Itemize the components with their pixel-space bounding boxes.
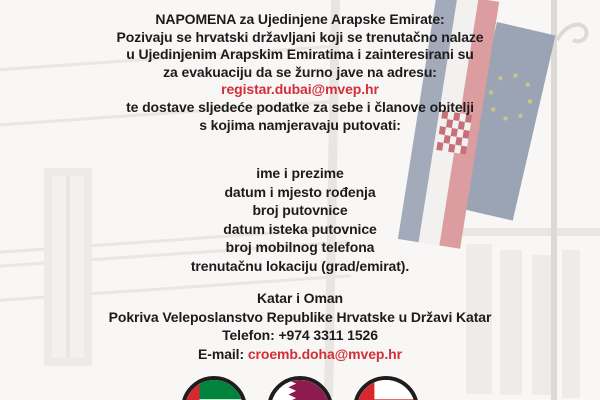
notice-line: s kojima namjeravaju putovati:	[199, 116, 401, 133]
contact-phone-line	[0, 326, 600, 345]
contact-email-line	[0, 345, 600, 364]
notice-line: u Ujedinjenim Arapskim Emiratima i zainteresirani su	[126, 46, 474, 63]
contact-coverage: Pokriva Veleposlanstvo Republike Hrvatske u Državi Katar	[108, 308, 492, 325]
notice-line: Pozivaju se hrvatski državljani koji se trenutačno nalaze	[116, 28, 484, 45]
qatar-flag-icon	[267, 376, 333, 400]
notice-heading: NAPOMENA za Ujedinjene Arapske Emirate:	[155, 11, 445, 27]
phone-number: +974 3311 1526	[278, 327, 378, 344]
qatar-oman-contact-block	[0, 289, 600, 363]
list-item: broj putovnice	[252, 202, 348, 218]
dubai-registration-email[interactable]: registar.dubai@mvep.hr	[221, 81, 379, 98]
email-label: E-mail:	[198, 345, 245, 362]
phone-label: Telefon:	[222, 327, 275, 344]
notice-line: te dostave sljedeće podatke za sebe i članove obitelji	[126, 98, 474, 115]
list-item: trenutačnu lokaciju (grad/emirat).	[190, 257, 410, 274]
uae-flag-icon	[181, 376, 247, 400]
uae-notice-block	[0, 11, 600, 134]
country-flags-row	[0, 376, 600, 400]
list-item: ime i prezime	[256, 165, 344, 181]
oman-flag-icon	[353, 376, 419, 400]
list-item: datum isteka putovnice	[223, 220, 377, 237]
contact-region: Katar i Oman	[257, 290, 343, 306]
required-data-list	[0, 164, 600, 275]
doha-embassy-email[interactable]: croemb.doha@mvep.hr	[247, 345, 402, 362]
list-item: broj mobilnog telefona	[225, 239, 375, 255]
list-item: datum i mjesto rođenja	[224, 183, 376, 200]
notice-line: za evakuaciju da se žurno jave na adresu:	[163, 63, 437, 80]
